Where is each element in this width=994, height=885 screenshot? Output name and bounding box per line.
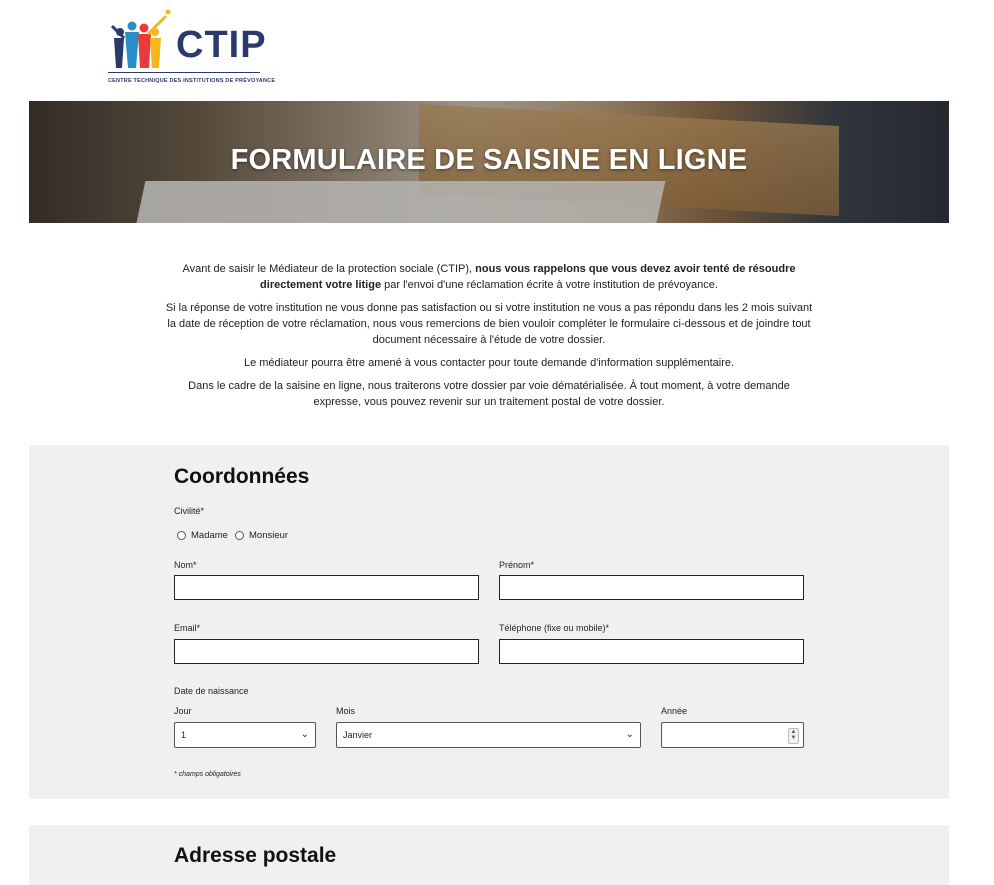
email-input[interactable] xyxy=(174,639,479,664)
prenom-input[interactable] xyxy=(499,575,804,600)
logo-divider xyxy=(108,72,260,73)
email-label: Email* xyxy=(174,623,201,633)
mois-label: Mois xyxy=(336,706,356,716)
mois-select-value: Janvier xyxy=(343,730,373,740)
jour-select[interactable] xyxy=(174,722,316,748)
intro-text xyxy=(165,261,813,417)
radio-circle-icon[interactable] xyxy=(177,531,186,540)
intro-p1-bold: nous vous rappelons que vous devez avoir tenté de résoudre directement votre litige xyxy=(260,263,796,291)
date-naissance-label: Date de naissance xyxy=(174,686,249,696)
jour-label: Jour xyxy=(174,706,192,716)
nom-label: Nom* xyxy=(174,560,197,570)
chevron-down-icon: ⌄ xyxy=(300,729,309,740)
logo-text: CTIP xyxy=(176,24,267,66)
adresse-title: Adresse postale xyxy=(174,844,337,867)
telephone-input[interactable] xyxy=(499,639,804,664)
coordonnees-section xyxy=(29,445,949,799)
radio-circle-icon[interactable] xyxy=(235,531,244,540)
logo-subtitle: CENTRE TECHNIQUE DES INSTITUTIONS DE PRÉVOYANCE xyxy=(108,78,276,84)
radio-monsieur[interactable] xyxy=(235,530,288,541)
chevron-down-icon: ⌄ xyxy=(625,729,634,740)
page-title: FORMULAIRE DE SAISINE EN LIGNE xyxy=(230,144,748,176)
radio-madame-label: Madame xyxy=(191,530,228,541)
jour-select-value: 1 xyxy=(181,730,187,740)
radio-madame[interactable] xyxy=(177,530,228,541)
spinner-icon[interactable]: ▲ ▼ xyxy=(788,728,799,744)
annee-label: Année xyxy=(661,706,688,716)
annee-input[interactable] xyxy=(661,722,804,748)
people-logo-icon xyxy=(108,8,178,72)
intro-paragraph-3: Le médiateur pourra être amené à vous contacter pour toute demande d'information supplémentaire. xyxy=(243,357,735,369)
nom-input[interactable] xyxy=(174,575,479,600)
intro-p1-end: par l'envoi d'une réclamation écrite à votre institution de prévoyance. xyxy=(381,279,718,291)
coordonnees-title: Coordonnées xyxy=(174,465,310,488)
intro-paragraph-2: Si la réponse de votre institution ne vous donne pas satisfaction ou si votre institution ne vous a pas répondu dans les 2 mois suivant la date de réception de votre réclamation, nous vous remercions de bien vouloir compléter le formulaire ci-dessous et de joindre tout document nécessaire à l'étude de votre dossier. xyxy=(165,302,813,346)
intro-paragraph-4: Dans le cadre de la saisine en ligne, nous traiterons votre dossier par voie dématérialisée. À tout moment, à votre demande expresse, vous pouvez revenir sur un traitement postal de votre dossier. xyxy=(188,380,790,408)
civilite-label: Civilité* xyxy=(174,506,205,516)
prenom-label: Prénom* xyxy=(499,560,535,570)
telephone-label: Téléphone (fixe ou mobile)* xyxy=(499,623,610,633)
hero-banner xyxy=(29,101,949,223)
mois-select[interactable] xyxy=(336,722,641,748)
ctip-logo[interactable] xyxy=(108,8,276,88)
intro-paragraph-1 xyxy=(165,261,813,293)
radio-monsieur-label: Monsieur xyxy=(249,530,289,541)
adresse-section xyxy=(29,825,949,885)
intro-p1-start: Avant de saisir le Médiateur de la protection sociale (CTIP), xyxy=(182,263,476,275)
required-fields-note: * champs obligatoires xyxy=(174,771,241,778)
